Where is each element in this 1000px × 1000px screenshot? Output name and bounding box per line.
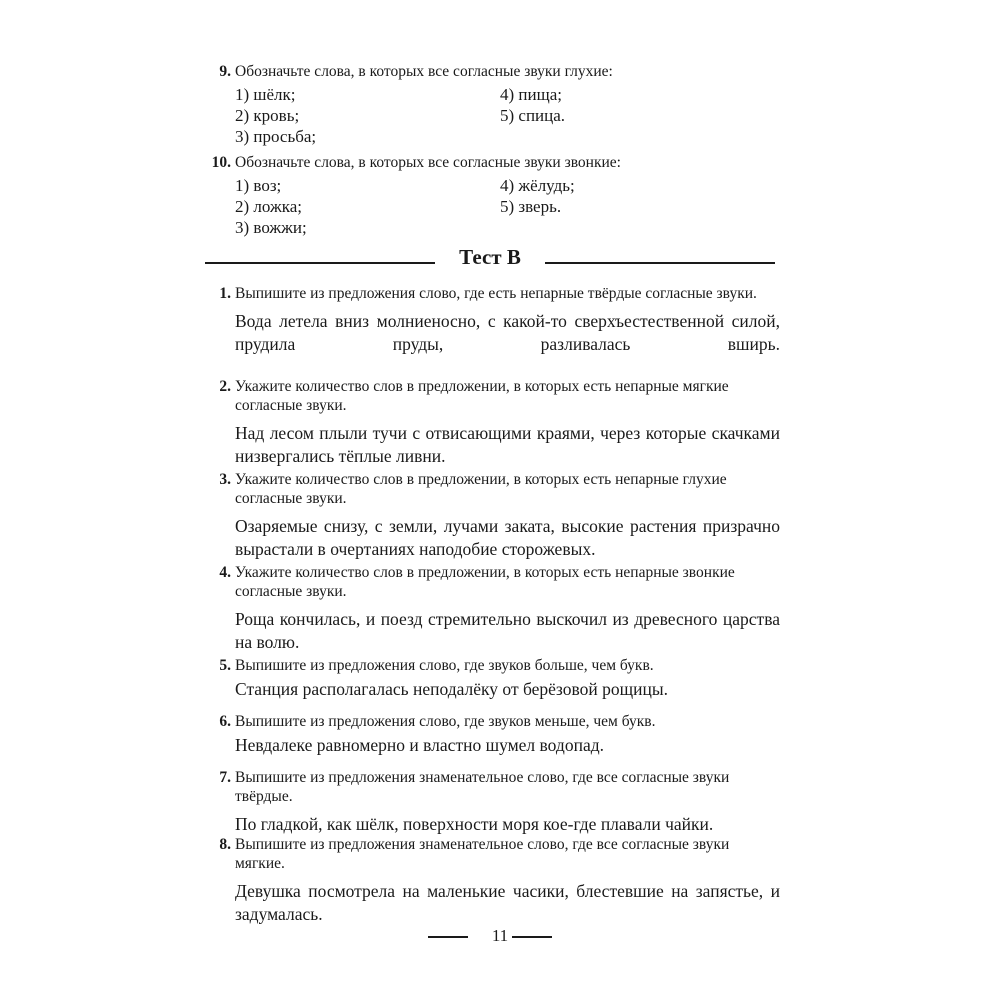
test-question-8 <box>205 835 780 926</box>
footer-rule-right <box>512 936 552 938</box>
question-number: 7. <box>219 769 231 786</box>
test-question-4 <box>205 563 780 654</box>
test-question-7 <box>205 768 780 836</box>
task-sentence: Девушка посмотрела на маленькие часики, блестевшие на запястье, и задумалась. <box>235 881 780 924</box>
question-number: 10. <box>211 154 231 171</box>
answer-option: 2) ложка; <box>235 197 302 216</box>
question-text: Выпишите из предложения слово, где звуков меньше, чем букв. <box>235 713 656 730</box>
answer-option: 4) жёлудь; <box>500 176 575 195</box>
answer-options <box>235 175 780 238</box>
answer-option: 3) просьба; <box>235 127 317 146</box>
question-header <box>205 656 780 675</box>
answer-option: 2) кровь; <box>235 106 300 125</box>
test-question-6 <box>205 712 780 757</box>
question-text: Выпишите из предложения знаменательное слово, где все согласные звуки твёрдые. <box>235 769 730 805</box>
question-text: Выпишите из предложения знаменательное слово, где все согласные звуки мягкие. <box>235 836 730 872</box>
question-header <box>205 768 780 806</box>
task-sentence: Невдалеке равномерно и властно шумел водопад. <box>235 735 604 755</box>
question-header <box>205 153 780 172</box>
section-title-text: Тест В <box>459 245 521 269</box>
page-number: 11 <box>491 926 509 945</box>
test-question-3 <box>205 470 780 561</box>
task-sentence: По гладкой, как шёлк, поверхности моря кое-где плавали чайки. <box>235 814 714 834</box>
question-header <box>205 835 780 873</box>
section-title <box>205 243 775 273</box>
page-footer <box>0 922 1000 950</box>
question-number: 1. <box>219 285 231 302</box>
question-number: 3. <box>219 471 231 488</box>
question-text: Укажите количество слов в предложении, в которых есть непарные глухие согласные звуки. <box>235 471 727 507</box>
answer-option: 1) шёлк; <box>235 85 296 104</box>
question-number: 4. <box>219 564 231 581</box>
answer-option: 5) спица. <box>500 106 566 125</box>
question-10 <box>205 153 780 238</box>
question-number: 5. <box>219 657 231 674</box>
question-text: Укажите количество слов в предложении, в которых есть непарные звонкие согласные звуки. <box>235 564 735 600</box>
task-sentence: Над лесом плыли тучи с отвисающими краями, через которые скачками низвергались тёплые ливни. <box>235 423 780 466</box>
task-sentence: Станция располагалась неподалёку от берёзовой рощицы. <box>235 679 668 699</box>
answer-options <box>235 84 780 147</box>
task-sentence: Вода летела вниз молниеносно, с какой-то сверхъестественной силой, прудила пруды, разливалась вширь. <box>235 311 780 354</box>
question-text: Укажите количество слов в предложении, в которых есть непарные мягкие согласные звуки. <box>235 378 729 414</box>
question-number: 8. <box>219 836 231 853</box>
question-text: Обозначьте слова, в которых все согласные звуки звонкие: <box>235 154 621 171</box>
answer-option: 1) воз; <box>235 176 282 195</box>
question-9 <box>205 62 780 147</box>
answer-option: 3) вожжи; <box>235 218 307 237</box>
task-sentence: Озаряемые снизу, с земли, лучами заката, высокие растения призрачно вырастали в очертаниях наподобие сторожевых. <box>235 516 780 559</box>
question-header <box>205 62 780 81</box>
title-rule-right <box>545 262 775 264</box>
question-header <box>205 712 780 731</box>
test-question-2 <box>205 377 780 468</box>
question-number: 6. <box>219 713 231 730</box>
test-question-5 <box>205 656 780 701</box>
answer-option: 5) зверь. <box>500 197 562 216</box>
test-question-1 <box>205 284 780 356</box>
question-number: 2. <box>219 378 231 395</box>
question-header <box>205 563 780 601</box>
question-header <box>205 377 780 415</box>
question-text: Обозначьте слова, в которых все согласные звуки глухие: <box>235 63 613 80</box>
question-text: Выпишите из предложения слово, где есть непарные твёрдые согласные звуки. <box>235 285 757 302</box>
question-header <box>205 470 780 508</box>
question-number: 9. <box>219 63 231 80</box>
task-sentence: Роща кончилась, и поезд стремительно выскочил из древесного царства на волю. <box>235 609 780 652</box>
question-header <box>205 284 780 303</box>
answer-option: 4) пища; <box>500 85 562 104</box>
question-text: Выпишите из предложения слово, где звуков больше, чем букв. <box>235 657 654 674</box>
